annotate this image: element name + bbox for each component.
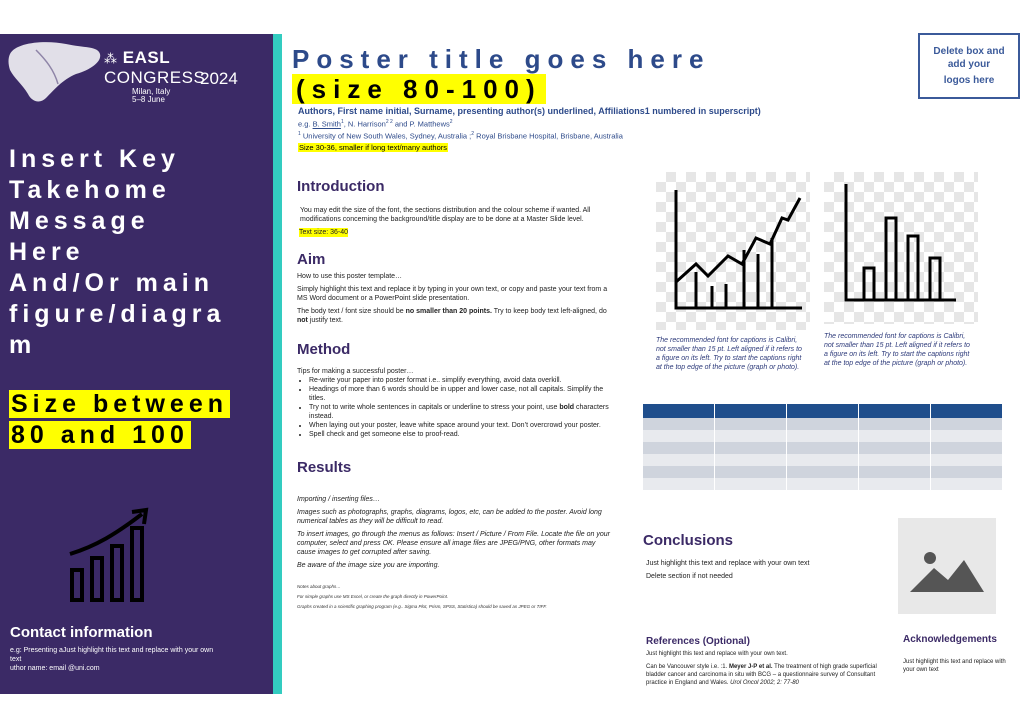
line-chart-icon	[656, 172, 810, 330]
logo-placeholder-box[interactable]	[918, 33, 1020, 99]
figure-1-caption: The recommended font for captions is Calibri, not smaller than 15 pt. Left aligned if it refers to a figure on its left. Try to start the captions right at the top edge of the picture (graph or photo).	[656, 337, 802, 371]
logo-box-line-2: add your	[947, 59, 991, 70]
accent-stripe	[273, 34, 282, 694]
method-tip3-bold: bold	[559, 404, 575, 411]
results-body	[297, 495, 615, 570]
takehome-message: Insert Key Takehome Message Here And/Or main figure/diagra m	[9, 145, 226, 359]
results-table	[643, 404, 1003, 490]
table-row	[643, 466, 1003, 478]
method-tips	[297, 376, 615, 439]
poster-title: Poster title goes here	[292, 44, 711, 74]
introduction-title: Introduction	[297, 178, 385, 195]
results-title: Results	[297, 459, 352, 476]
affil-1-sup: 1	[298, 131, 301, 137]
table-row	[643, 430, 1003, 442]
references-p1: Just highlight this text and replace with your own text.	[646, 651, 788, 657]
contact-author: uthor name: email @uni.com	[10, 665, 100, 672]
author-1-sup: 1	[340, 119, 344, 125]
author-size-note: Size 30-36, smaller if long text/many authors	[299, 143, 447, 152]
method-tip3-a: Try not to write whole sentences in capitals or underline to stress your point, use	[309, 404, 560, 411]
affil-2: Royal Brisbane Hospital, Brisbane, Australia	[474, 131, 623, 141]
conclusions-body	[646, 559, 886, 581]
conclusions-p2: Delete section if not needed	[646, 573, 733, 580]
author-2-sup: 2 2	[385, 119, 393, 125]
affiliations	[298, 131, 623, 141]
figure-1-image[interactable]	[656, 172, 810, 330]
congress-dates: 5–8 June	[132, 95, 165, 104]
results-notes	[297, 583, 617, 611]
method-title: Method	[297, 341, 351, 358]
author-2: , N. Harrison	[343, 119, 386, 129]
method-intro: Tips for making a successful poster…	[297, 368, 414, 375]
author-3: and P. Matthews	[392, 119, 450, 129]
logo-box-line-1: Delete box and	[933, 46, 1005, 57]
congress-location: Milan, Italy	[132, 87, 171, 96]
author-1: B. Smith	[312, 119, 341, 129]
authors-eg-prefix: e.g.	[298, 119, 313, 129]
contact-text	[10, 646, 220, 673]
congress-brand: EASL	[122, 48, 171, 67]
image-icon	[898, 518, 996, 614]
acknowledgements-text: Just highlight this text and replace with your own text	[903, 659, 1006, 673]
table-row	[643, 478, 1003, 490]
method-tip	[309, 403, 615, 421]
method-tip3-c: characters instead.	[309, 404, 609, 420]
reference-item	[646, 663, 886, 687]
results-note-3: Graphs created in a scientific graphing program (e.g.. Sigma Plot, Prism, SPSS, Statistica) should be saved as JPEG or TIFF.	[297, 604, 547, 609]
introduction-size-note: Text size: 36-40	[299, 229, 349, 236]
table-row	[643, 418, 1003, 430]
ref-prefix: Can be Vancouver style i.e. :1.	[646, 664, 728, 670]
acknowledgements-title: Acknowledgements	[903, 634, 997, 645]
table-row	[643, 454, 1003, 466]
image-placeholder[interactable]	[898, 518, 996, 614]
references-body	[646, 650, 886, 687]
aim-p3-e: justify text.	[307, 317, 343, 324]
aim-p3-not: not	[297, 317, 308, 324]
ref-journal: Urol Oncol 2002; 2: 77-80	[730, 680, 799, 686]
figure-2-image[interactable]	[824, 172, 978, 324]
aim-title: Aim	[297, 251, 326, 268]
aim-p3-c: Try to keep body text left-aligned, do	[491, 308, 607, 315]
ref-authors: Meyer J-P et al.	[728, 664, 773, 670]
congress-logo	[104, 48, 273, 104]
aim-p2: Simply highlight this text and replace it by typing in your own text, or copy and paste your text from a MS Word document or a PowerPoint slide presentation.	[297, 286, 608, 302]
title-size-label: (size 80-100)	[292, 74, 546, 104]
affil-2-sup: 2	[471, 131, 475, 137]
aim-p3-a: The body text / font size should be	[297, 308, 406, 315]
growth-chart-icon	[66, 506, 162, 606]
size-highlight	[9, 389, 230, 451]
authors-example	[298, 119, 453, 129]
bar-chart-icon	[824, 172, 978, 324]
conclusions-p1: Just highlight this text and replace with your own text	[646, 560, 810, 567]
aim-p1: How to use this poster template…	[297, 273, 403, 280]
logo-dots-icon: ⁂	[104, 51, 118, 66]
authors-instructions: Authors, First name initial, Surname, presenting author(s) underlined, Affiliations1 numbered in superscript)	[298, 106, 761, 116]
contact-placeholder: e.g: Presenting aJust highlight this text and replace with your own text	[10, 647, 214, 663]
ref-title: The treatment of high grade superficial bladder cancer and carcinoma in situ with BCG – a questionnaire survey of Consultant practice in England and Wales.	[646, 664, 877, 686]
logo-box-line-3: logos here	[943, 75, 995, 86]
figure-2-caption: The recommended font for captions is Calibri, not smaller than 15 pt. Left aligned if it refers to a figure on its left. Try to start the captions right at the top edge of the picture (graph or photo).	[824, 333, 970, 367]
liver-logo-icon	[6, 40, 102, 106]
conclusions-title: Conclusions	[643, 532, 734, 549]
aim-p3-bold: no smaller than 20 points.	[405, 308, 492, 315]
method-tip: • Re-write your paper into poster format i.e.. simplify everything, avoid data overkill.	[309, 376, 615, 385]
affil-1: University of New South Wales, Sydney, Australia ;	[300, 131, 472, 141]
results-p4: Be aware of the image size you are importing.	[297, 562, 440, 569]
author-3-sup: 2	[449, 119, 453, 125]
method-body	[297, 367, 615, 439]
table-row	[643, 442, 1003, 454]
congress-name: CONGRESS	[104, 68, 206, 87]
size-line-1: Size between	[11, 390, 228, 418]
method-tip: • Spell check and get someone else to proof-read.	[309, 430, 615, 439]
congress-year: 2024	[200, 69, 238, 88]
introduction-text: You may edit the size of the font, the sections distribution and the colour scheme if wanted. All modifications concerning the background/title display are to be done at a Master Slide level.	[300, 207, 591, 223]
method-tip: • When laying out your poster, leave white space around your text. Don’t overcrowd your poster.	[309, 421, 615, 430]
contact-title: Contact information	[10, 624, 153, 641]
aim-body	[297, 272, 615, 325]
table-row	[643, 404, 1003, 418]
size-line-2: 80 and 100	[11, 421, 189, 449]
results-p2: Images such as photographs, graphs, diagrams, logos, etc, can be added to the poster. Avoid long numerical tables as they will be difficult to read.	[297, 509, 602, 525]
references-title: References (Optional)	[646, 636, 750, 647]
poster-title-size	[292, 74, 546, 104]
results-p3: To insert images, go through the menus as follows: Insert / Picture / From File. Locate the file on your computer, select and press OK. Please ensure all image files are JPEG/PNG, other formats may cause images to get corrupted after saving.	[297, 531, 610, 556]
aim-p3	[297, 307, 615, 325]
results-note-2: For simple graphs use MS Excel, or create the graph directly in PowerPoint.	[297, 594, 449, 599]
left-panel	[0, 34, 273, 694]
results-note-1: Notes about graphs…	[297, 584, 341, 589]
results-p1: Importing / inserting files…	[297, 496, 380, 503]
method-tip: • Headings of more than 6 words should be in upper and lower case, not all capitals. Simplify the titles.	[309, 385, 615, 403]
